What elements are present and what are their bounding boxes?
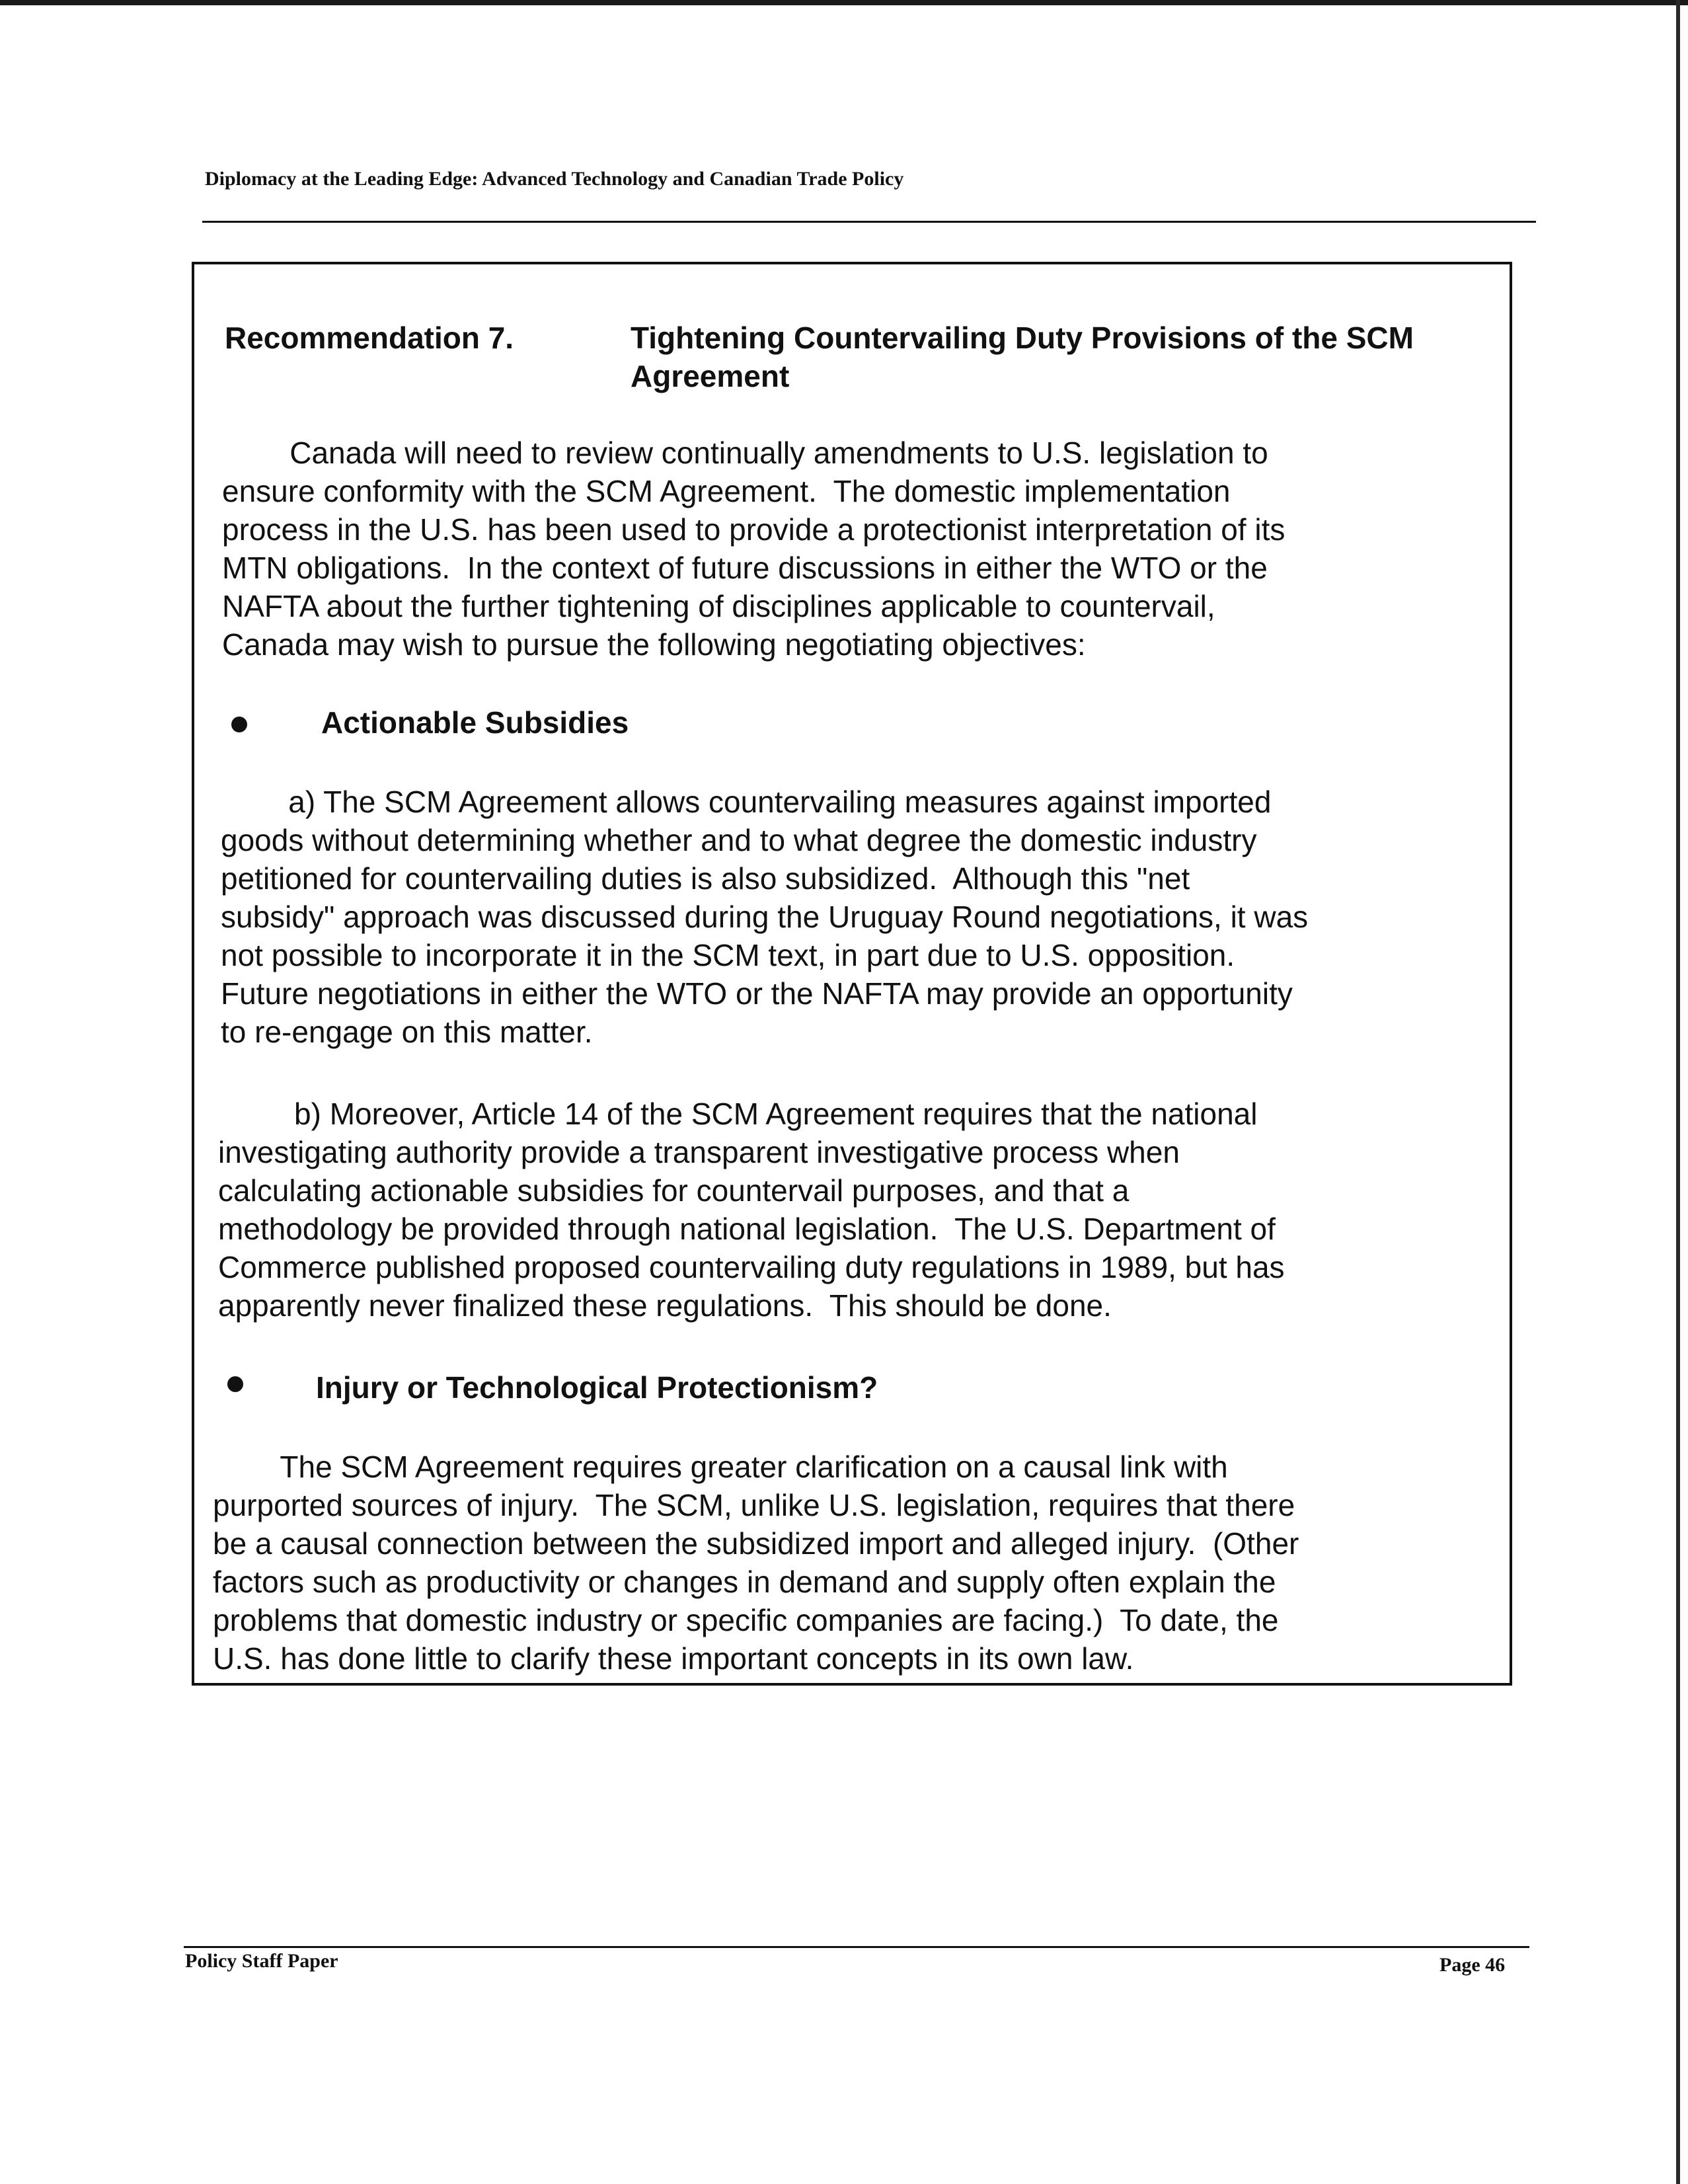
paragraph-line: The SCM Agreement requires greater clarification on a causal link with [213,1450,1228,1484]
paragraph-line: Future negotiations in either the WTO or the NAFTA may provide an opportunity [221,976,1293,1011]
paragraph-line: purported sources of injury. The SCM, unlike U.S. legislation, requires that there [213,1488,1295,1522]
paragraph-line: ensure conformity with the SCM Agreement. The domestic implementation [222,474,1231,508]
recommendation-title-line-2: Agreement [631,359,790,393]
paragraph-line: a) The SCM Agreement allows countervailing measures against imported [221,785,1272,819]
section-heading-injury: Injury or Technological Protectionism? [316,1370,878,1405]
paragraph-line: not possible to incorporate it in the SCM text, in part due to U.S. opposition. [221,938,1235,972]
page-top-edge [0,0,1688,5]
paragraph-line: b) Moreover, Article 14 of the SCM Agreement requires that the national [218,1097,1258,1131]
paragraph-line: problems that domestic industry or specific companies are facing.) To date, the [213,1603,1279,1637]
bullet-icon [231,717,247,732]
bullet-icon [227,1376,243,1392]
paragraph-line: process in the U.S. has been used to provide a protectionist interpretation of its [222,512,1285,547]
recommendation-number: Recommendation 7. [225,321,514,355]
paragraph-line: investigating authority provide a transparent investigative process when [218,1135,1180,1169]
paragraph-line: Commerce published proposed countervailing duty regulations in 1989, but has [218,1250,1285,1284]
paragraph-line: U.S. has done little to clarify these important concepts in its own law. [213,1641,1134,1676]
paragraph-line: factors such as productivity or changes in demand and supply often explain the [213,1565,1276,1599]
paragraph-line: petitioned for countervailing duties is also subsidized. Although this "net [221,861,1190,896]
header-rule [202,221,1536,223]
paragraph-line: NAFTA about the further tightening of disciplines applicable to countervail, [222,589,1215,623]
section-heading-actionable-subsidies: Actionable Subsidies [321,705,629,740]
paragraph-line: apparently never finalized these regulations. This should be done. [218,1288,1112,1323]
running-header: Diplomacy at the Leading Edge: Advanced Technology and Canadian Trade Policy [205,168,904,190]
paragraph-line: methodology be provided through national legislation. The U.S. Department of [218,1212,1276,1246]
page-number: Page 46 [1439,1954,1506,1976]
recommendation-title-line-1: Tightening Countervailing Duty Provisions of the SCM [631,321,1414,355]
footer-rule [184,1946,1529,1948]
paragraph-line: calculating actionable subsidies for countervail purposes, and that a [218,1173,1130,1208]
page-right-edge [1676,0,1680,2184]
footer-publication: Policy Staff Paper [185,1950,338,1972]
paragraph-line: be a causal connection between the subsidized import and alleged injury. (Other [213,1526,1299,1561]
paragraph-line: Canada will need to review continually amendments to U.S. legislation to [222,436,1268,470]
paragraph-line: subsidy" approach was discussed during the Uruguay Round negotiations, it was [221,900,1309,934]
paragraph-line: MTN obligations. In the context of future discussions in either the WTO or the [222,551,1268,585]
paragraph-line: Canada may wish to pursue the following negotiating objectives: [222,627,1086,662]
paragraph-line: to re-engage on this matter. [221,1015,593,1049]
paragraph-line: goods without determining whether and to what degree the domestic industry [221,823,1257,857]
